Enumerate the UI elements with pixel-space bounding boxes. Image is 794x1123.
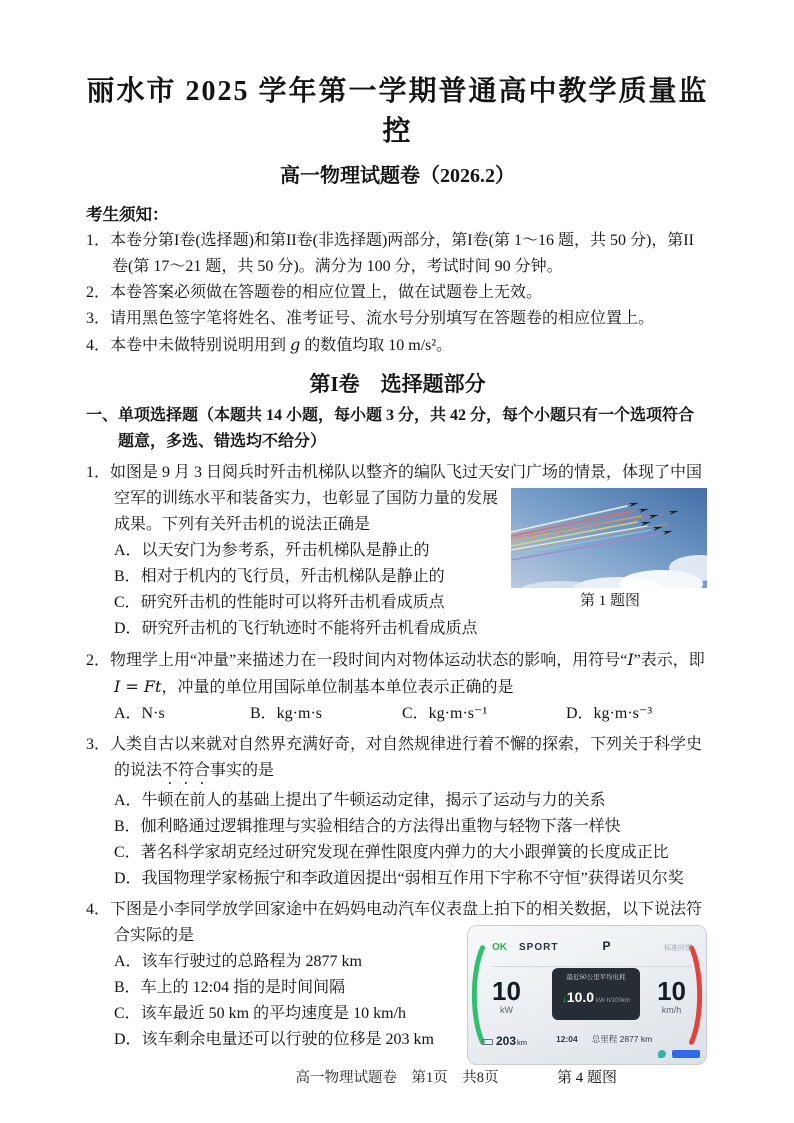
- question-2: [86, 647, 709, 727]
- down-arrow-icon: ↓: [562, 994, 567, 1004]
- question-1-text-line1: 1．如图是 9 月 3 日阅兵时歼击机梯队以整齐的编队飞过天安门广场的情景，体现了中国: [86, 464, 703, 481]
- notice-item-3: 3．请用黑色签字笔将姓名、准考证号、流水号分别填写在答题卷的相应位置上。: [86, 310, 655, 327]
- question-4-figure: [465, 925, 709, 1088]
- dashboard-status-bar: [492, 933, 692, 967]
- dashboard-range-unit: km: [517, 1038, 528, 1047]
- page-title: 丽水市 2025 学年第一学期普通高中教学质量监控: [86, 76, 709, 147]
- page-subtitle: 高一物理试题卷（2026.2）: [280, 165, 515, 187]
- question-4-figure-caption: 第 4 题图: [556, 1070, 617, 1086]
- right-red-gauge-arc: [691, 948, 699, 1043]
- page-footer: 高一物理试题卷 第1页 共8页: [295, 1070, 499, 1086]
- section-intro: 一、单项选择题（本题共 14 小题，每小题 3 分，共 42 分，每个小题只有一个选项符合题意，多选、错选均不给分）: [86, 407, 695, 450]
- question-3-option-b: B．伽利略通过逻辑推理与实验相结合的方法得出重物与轻物下落一样快: [114, 818, 621, 835]
- question-2-option-d: D．kg·m·s⁻³: [566, 705, 653, 722]
- question-2-text-pre: 2．物理学上用“冲量”来描述力在一段时间内对物体运动状态的影响，用符号“: [86, 652, 628, 669]
- notice-item-2: 2．本卷答案必须做在答题卷的相应位置上，做在试题卷上无效。: [86, 284, 543, 301]
- dashboard-consumption-panel: [552, 968, 640, 1020]
- notice-section: [86, 202, 709, 359]
- question-4: [86, 897, 709, 1090]
- question-3-option-c: C．著名科学家胡克经过研究发现在弹性限度内弹力的大小跟弹簧的长度成正比: [114, 844, 669, 861]
- notice-item-4-symbol-g: g: [290, 335, 301, 354]
- dashboard-bottom-row: [556, 1026, 652, 1052]
- question-3-text-post: 事实的是: [210, 762, 275, 779]
- dashboard-photo: [467, 925, 707, 1065]
- question-3-option-a: A．牛顿在前人的基础上提出了牛顿运动定律，揭示了运动与力的关系: [114, 792, 606, 809]
- dashboard-speed-value: 10: [657, 976, 686, 1006]
- question-4-option-d: D．该车剩余电量还可以行驶的位移是 203 km: [114, 1031, 435, 1048]
- question-1: [86, 460, 709, 642]
- notice-heading: 考生须知：: [86, 205, 169, 224]
- dashboard-gear-indicator: P: [602, 939, 611, 953]
- question-3-option-d: D．我国物理学家杨振宁和李政道因提出“弱相互作用下宇称不守恒”获得诺贝尔奖: [114, 870, 684, 887]
- question-4-text-rest: 合实际的是: [114, 927, 195, 944]
- notice-item-4-post: 的数值均取 10 m/s²。: [300, 337, 453, 354]
- dashboard-drive-mode: SPORT: [519, 942, 559, 953]
- dashboard-ok-indicator: OK: [492, 942, 507, 953]
- question-3-text: [86, 732, 709, 788]
- question-2-option-c: C．kg·m·s⁻¹: [402, 705, 488, 722]
- question-3: [86, 732, 709, 892]
- dashboard-range-value: 203: [496, 1034, 517, 1048]
- dashboard-odometer: 总里程 2877 km: [591, 1034, 653, 1044]
- dashboard-speed-readout: [657, 978, 686, 1016]
- section-heading: 第I卷 选择题部分: [309, 372, 486, 396]
- question-2-options-row: [86, 701, 709, 727]
- question-3-emphasized-words: 不符合: [162, 762, 211, 779]
- question-1-body: [86, 486, 709, 642]
- dashboard-clock: 12:04: [556, 1034, 578, 1044]
- question-3-text-pre: 3．人类自古以来就对自然界充满好奇，对自然规律进行着不懈的探索，下列关于科学史的说法: [86, 736, 703, 779]
- question-1-option-d: D．研究歼击机的飞行轨迹时不能将歼击机看成质点: [114, 620, 478, 637]
- notice-item-1: 1．本卷分第I卷(选择题)和第II卷(非选择题)两部分，第I卷(第 1～16 题，共 50 分)，第II卷(第 17～21 题，共 50 分)。满分为 100 分，考试时间 90 分钟。: [86, 232, 694, 275]
- notice-item-4-pre: 4．本卷中未做特别说明用到: [86, 337, 291, 354]
- question-2-formula: I = Ft: [114, 677, 162, 696]
- notice-item-4: [86, 332, 709, 359]
- question-1-option-a: A．以天安门为参考系，歼击机梯队是静止的: [114, 542, 430, 559]
- question-1-option-b: B．相对于机内的飞行员，歼击机梯队是静止的: [114, 568, 445, 585]
- question-4-text-line1: 4．下图是小李同学放学回家途中在妈妈电动汽车仪表盘上拍下的相关数据，以下说法符: [86, 901, 703, 918]
- question-1-text-rest: 空军的训练水平和装备实力，也彰显了国防力量的发展成果。下列有关歼击机的说法正确是: [114, 490, 499, 533]
- dashboard-power-unit: kW: [499, 1005, 513, 1015]
- question-4-option-b: B．车上的 12:04 指的是时间间隔: [114, 979, 346, 996]
- question-2-text-post: ，冲量的单位用国际单位制基本单位表示正确的是: [161, 679, 514, 696]
- question-4-option-c: C．该车最近 50 km 的平均速度是 10 km/h: [114, 1005, 407, 1022]
- question-1-figure-caption: 第 1 题图: [579, 593, 640, 609]
- dashboard-power-value: 10: [492, 976, 521, 1006]
- question-1-option-c: C．研究歼击机的性能时可以将歼击机看成质点: [114, 594, 445, 611]
- dashboard-range-readout: [482, 1028, 527, 1056]
- question-2-text: [86, 647, 709, 701]
- question-2-option-a: A．N·s: [114, 705, 165, 722]
- dashboard-speed-unit: km/h: [661, 1005, 682, 1015]
- dashboard-consumption-unit: kW·h/100km: [596, 998, 630, 1004]
- question-2-option-b: B．kg·m·s: [250, 705, 323, 722]
- question-4-option-a: A．该车行驶过的总路程为 2877 km: [114, 953, 363, 970]
- dashboard-consumption-value-row: [555, 984, 637, 1014]
- blue-indicator-bar: [672, 1050, 700, 1058]
- jets-photo: [511, 488, 707, 588]
- water-drop-icon: [658, 1050, 666, 1058]
- question-2-symbol-I: I: [627, 650, 634, 669]
- dashboard-regen-label: 标准回馈: [664, 945, 692, 952]
- dashboard-consumption-label: 最近50公里平均电耗: [566, 974, 626, 981]
- question-2-text-mid: ”表示，即: [633, 652, 705, 669]
- battery-icon: [482, 1039, 493, 1045]
- question-1-figure: [511, 488, 709, 611]
- dashboard-consumption-value: 10.0: [566, 989, 595, 1005]
- dashboard-power-readout: [492, 978, 521, 1016]
